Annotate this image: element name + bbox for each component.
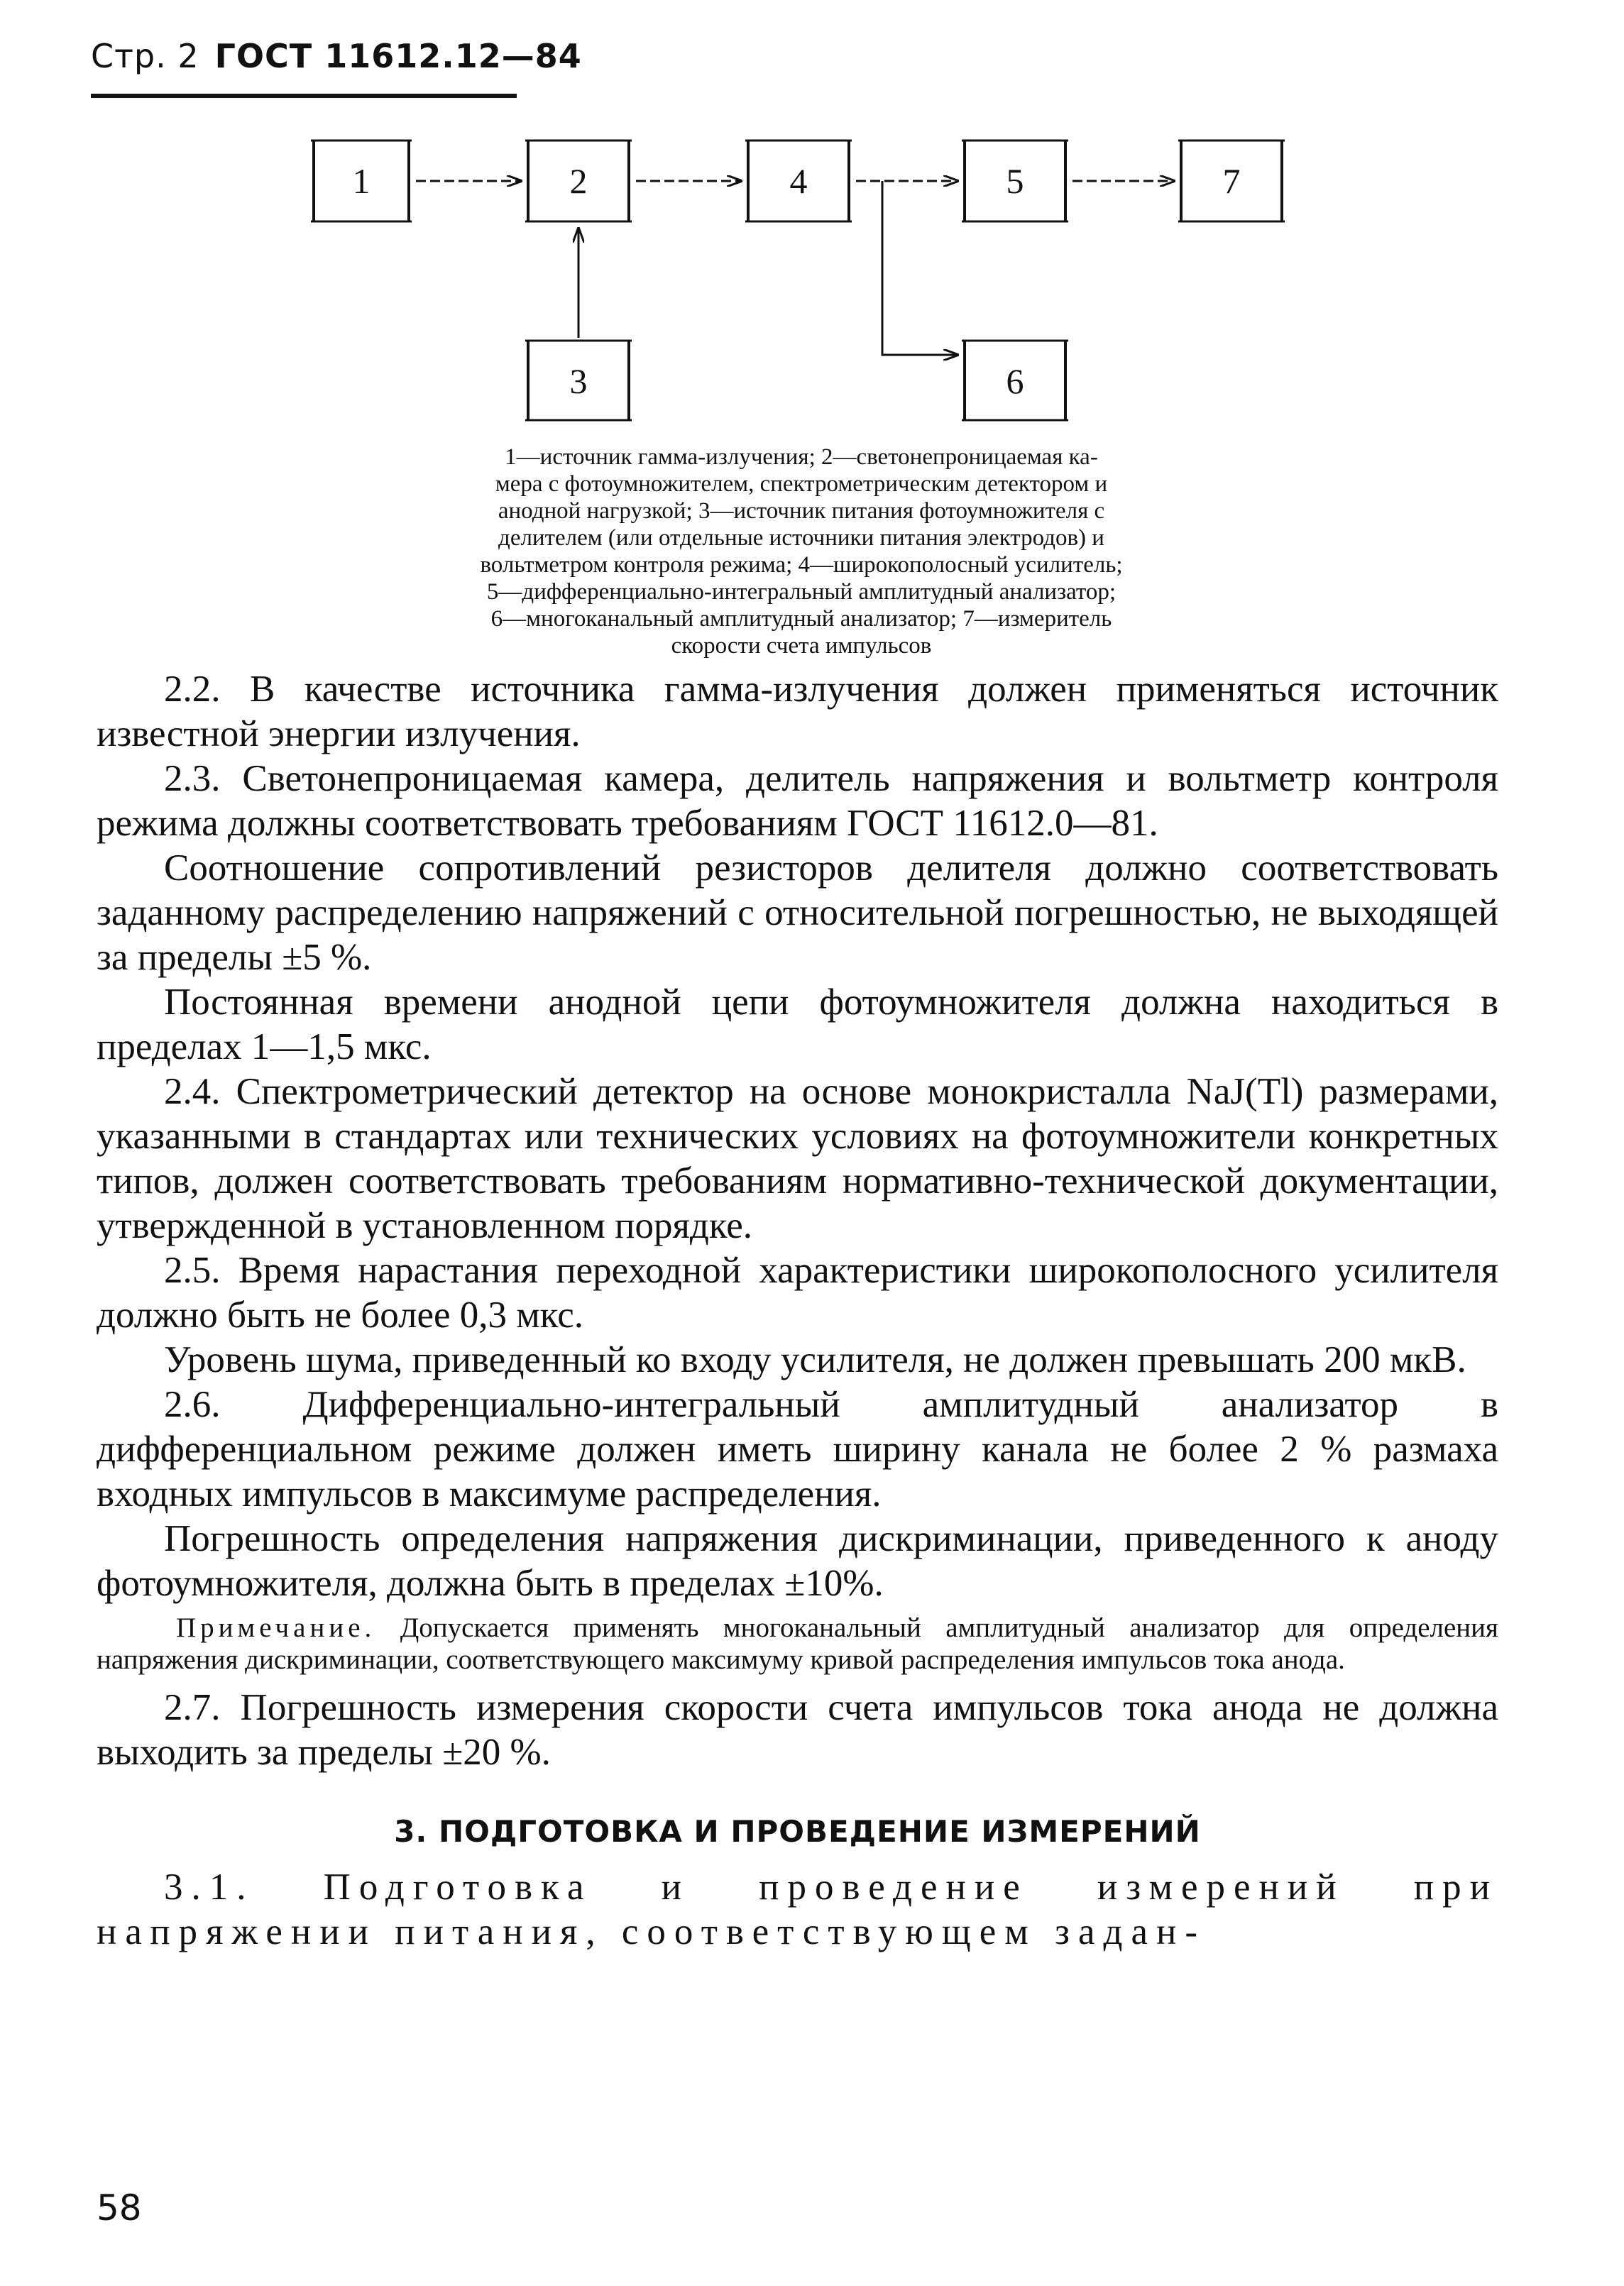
figure-caption bbox=[318, 444, 1285, 659]
standard-number: ГОСТ 11612.12—84 bbox=[214, 37, 582, 75]
block-3-label: 3 bbox=[569, 361, 588, 401]
caption-line: мера с фотоумножителем, спектрометрическим детектором и bbox=[495, 471, 1108, 497]
section-3-title: 3. ПОДГОТОВКА И ПРОВЕДЕНИЕ ИЗМЕРЕНИЙ bbox=[394, 1814, 1201, 1849]
block-7 bbox=[1178, 141, 1285, 221]
paragraph-2-3: 2.3. Светонепроницаемая камера, делитель напряжения и вольтметр контроля режима должны соответствовать требованиям ГОСТ 11612.0—81. bbox=[97, 758, 1498, 844]
page-label: Стр. 2 bbox=[91, 37, 199, 75]
page-number: 58 bbox=[97, 2187, 142, 2229]
body-text bbox=[97, 667, 1498, 1955]
block-2 bbox=[525, 141, 632, 221]
paragraph-2-5-noise: Уровень шума, приведенный ко входу усилителя, не должен превышать 200 мкВ. bbox=[164, 1339, 1466, 1380]
block-diagram bbox=[284, 128, 1313, 440]
block-3 bbox=[525, 341, 632, 420]
page-header bbox=[91, 37, 582, 75]
block-1-label: 1 bbox=[352, 161, 371, 201]
block-5-label: 5 bbox=[1006, 161, 1024, 201]
note-text: Допускается применять многоканальный амплитудный анализатор для определения напряжения дискриминации, соответствующего максимуму кривой распределения импульсов тока анода. bbox=[97, 1612, 1498, 1675]
caption-line: 5—дифференциально-интегральный амплитудный анализатор; bbox=[486, 579, 1116, 605]
paragraph-2-2: 2.2. В качестве источника гамма-излучения должен применяться источник известной энергии излучения. bbox=[97, 669, 1498, 754]
arrow-4-6 bbox=[882, 181, 958, 355]
paragraph-2-7: 2.7. Погрешность измерения скорости счета импульсов тока анода не должна выходить за пределы ±20 %. bbox=[97, 1687, 1498, 1773]
caption-line: анодной нагрузкой; 3—источник питания фотоумножителя с bbox=[498, 498, 1105, 524]
note-label: Примечание. bbox=[176, 1612, 376, 1643]
paragraph-2-6-error: Погрешность определения напряжения дискриминации, приведенного к аноду фотоумножителя, должна быть в пределах ±10%. bbox=[97, 1518, 1498, 1604]
caption-line: скорости счета импульсов bbox=[671, 633, 932, 659]
caption-line: делителем (или отдельные источники питания электродов) и bbox=[498, 525, 1104, 551]
block-1 bbox=[311, 141, 412, 221]
caption-line: 1—источник гамма-излучения; 2—светонепроницаемая ка- bbox=[505, 444, 1098, 470]
block-6-label: 6 bbox=[1006, 361, 1024, 401]
caption-line: вольтметром контроля режима; 4—широкополосный усилитель; bbox=[480, 552, 1123, 578]
paragraph-2-3-time-constant: Постоянная времени анодной цепи фотоумножителя должна находиться в пределах 1—1,5 мкс. bbox=[97, 982, 1498, 1067]
block-7-label: 7 bbox=[1222, 161, 1241, 201]
note bbox=[97, 1612, 1498, 1676]
block-diagram-svg bbox=[284, 128, 1313, 440]
block-6 bbox=[962, 341, 1068, 420]
block-2-label: 2 bbox=[569, 161, 588, 201]
block-4-label: 4 bbox=[789, 161, 808, 201]
header-rule bbox=[91, 94, 517, 98]
paragraph-2-3-ratio: Соотношение сопротивлений резисторов делителя должно соответствовать заданному распределению напряжений с относительной погрешностью, не выходящей за пределы ±5 %. bbox=[97, 847, 1498, 978]
block-4 bbox=[745, 141, 852, 221]
caption-line: 6—многоканальный амплитудный анализатор; 7—измеритель bbox=[490, 606, 1112, 632]
paragraph-3-1: 3.1. Подготовка и проведение измерений при напряжении питания, соответствующем задан- bbox=[97, 1867, 1498, 1952]
paragraph-2-6: 2.6. Дифференциально-интегральный амплитудный анализатор в дифференциальном режиме должен иметь ширину канала не более 2 % размаха входных импульсов в максимуме распределения. bbox=[97, 1384, 1498, 1515]
paragraph-2-5: 2.5. Время нарастания переходной характеристики широкополосного усилителя должно быть не более 0,3 мкс. bbox=[97, 1250, 1498, 1336]
block-5 bbox=[962, 141, 1068, 221]
paragraph-2-4: 2.4. Спектрометрический детектор на основе монокристалла NaJ(Tl) размерами, указанными в стандартах или технических условиях на фотоумножители конкретных типов, должен соответствовать требованиям нормативно-технической документации, утвержденной в установленном порядке. bbox=[97, 1071, 1498, 1246]
connectors bbox=[416, 181, 1174, 355]
